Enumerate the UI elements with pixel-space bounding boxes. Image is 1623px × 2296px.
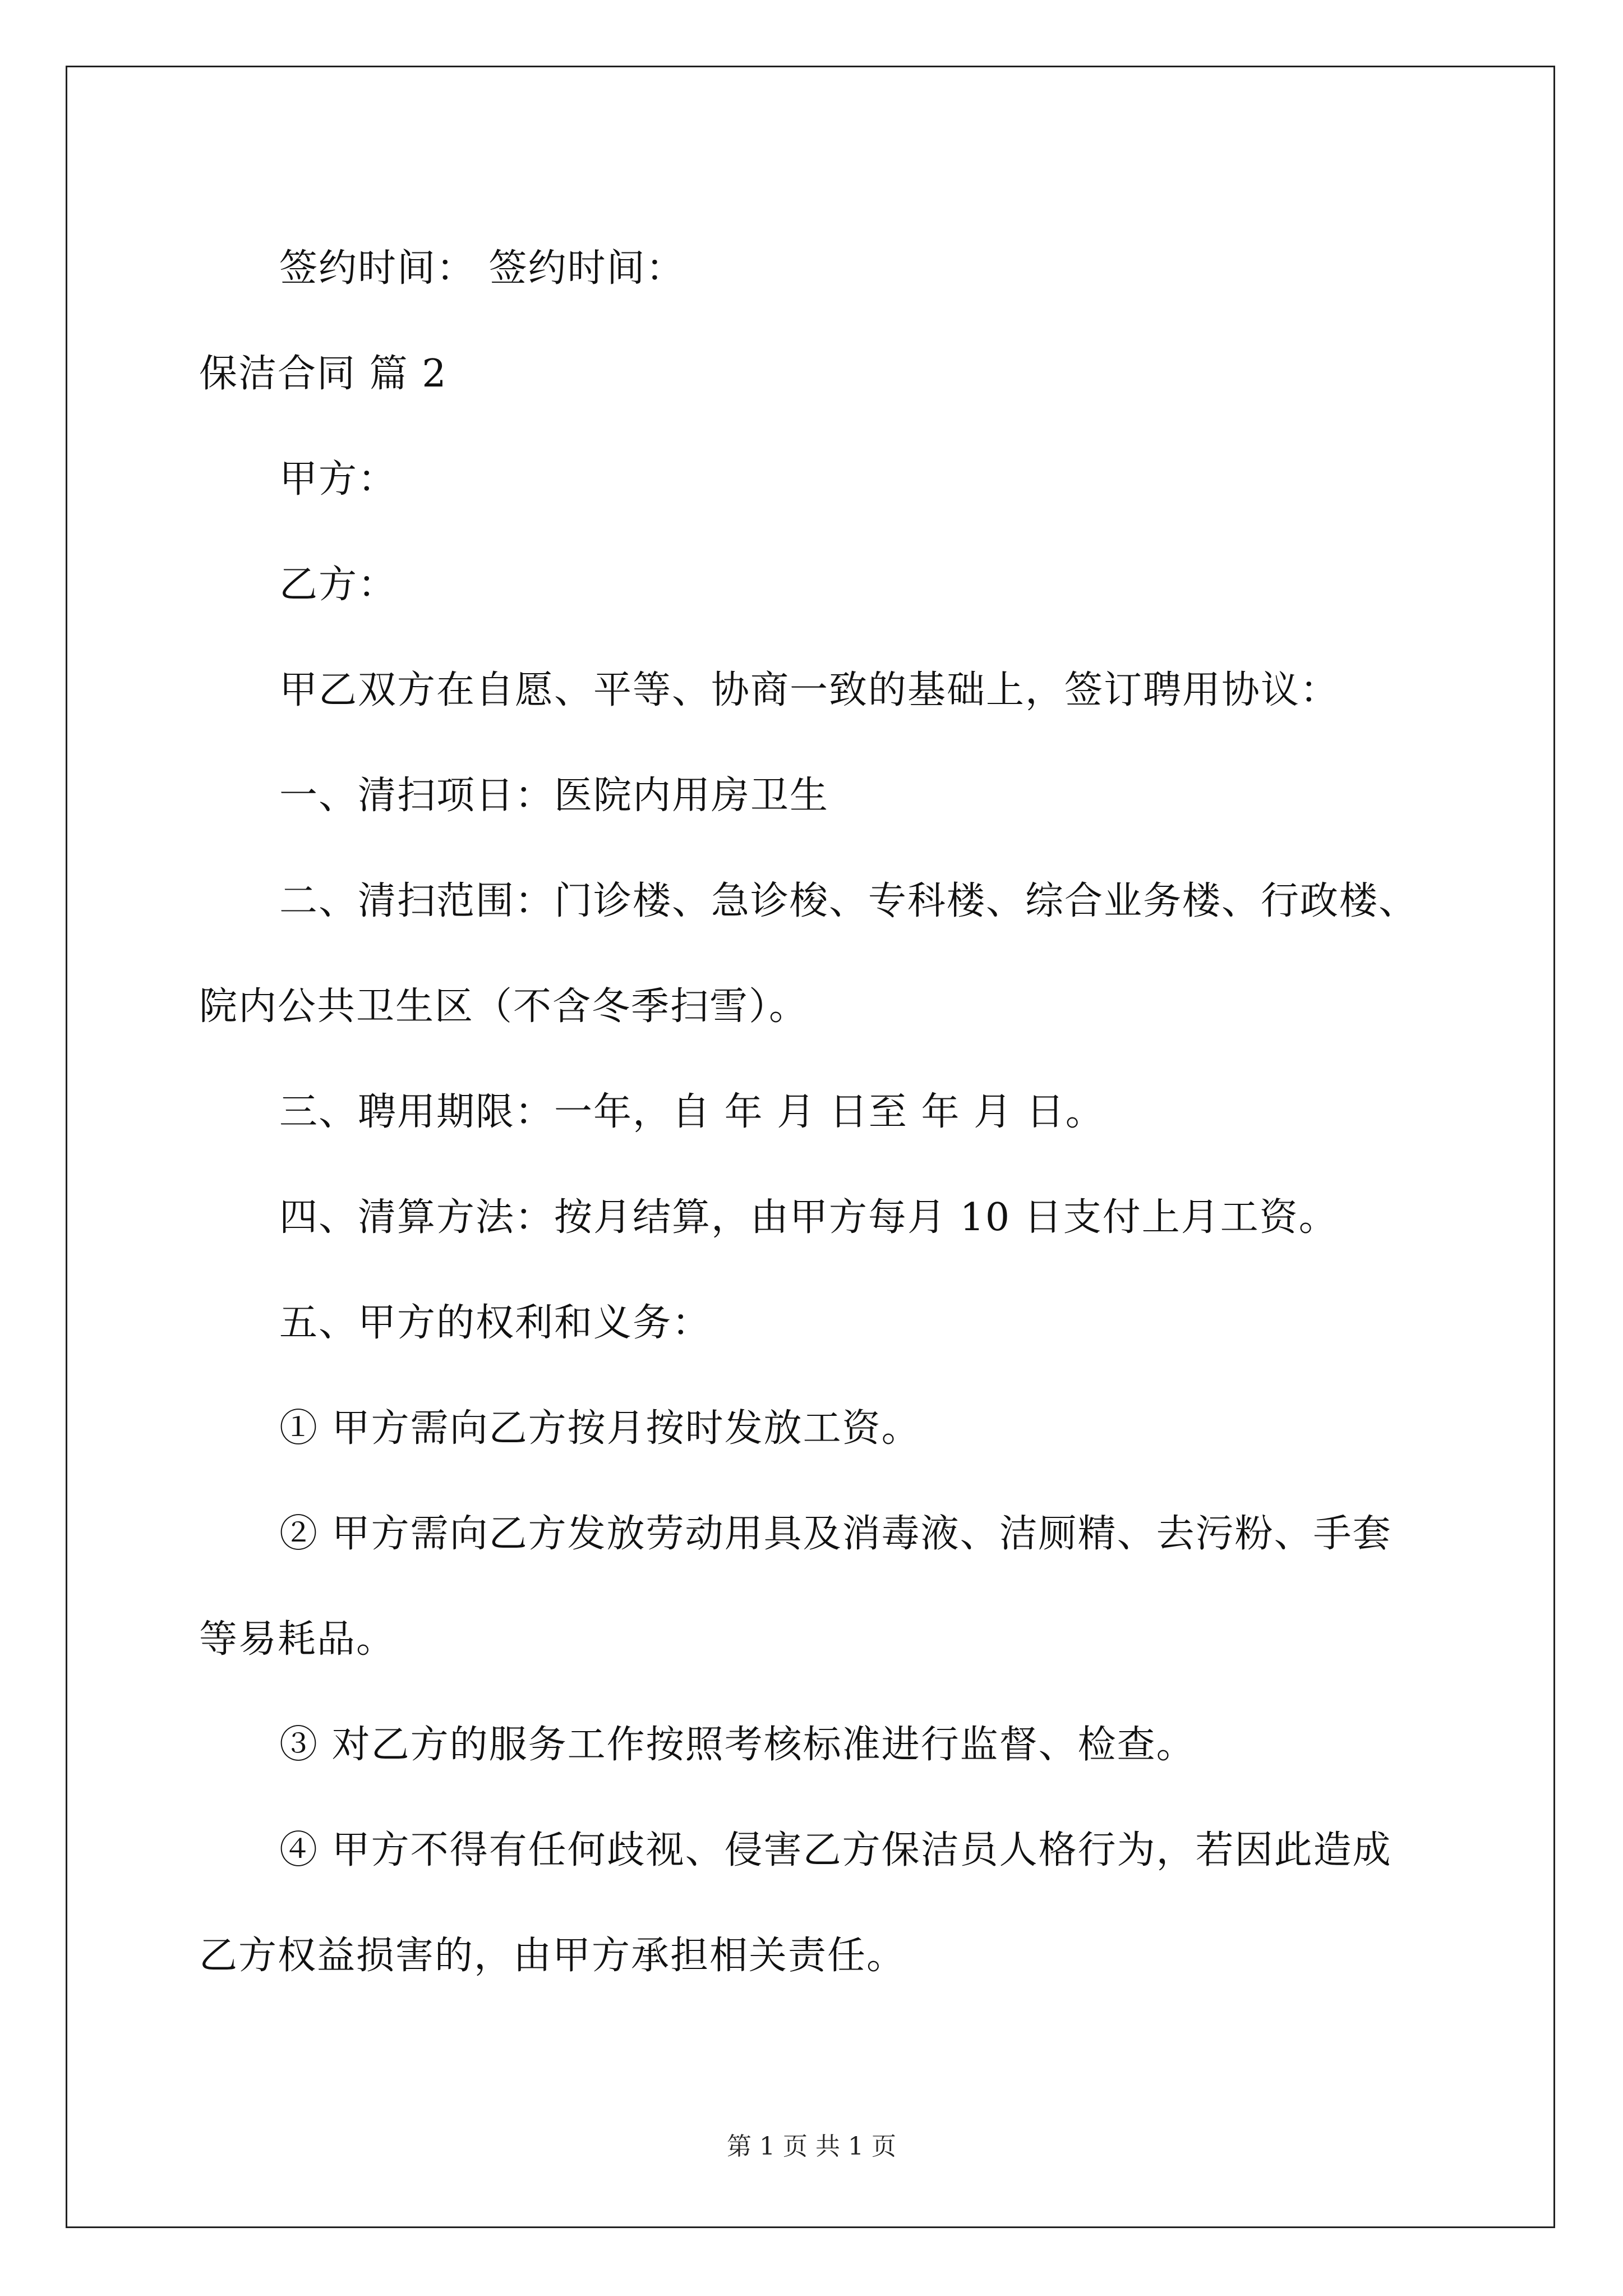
signing-time-line: 签约时间： 签约时间： — [279, 246, 685, 291]
party-b-line: 乙方： — [279, 563, 398, 607]
page-number-label: 第 1 页 共 1 页 — [727, 2132, 896, 2161]
clause-3: 三、聘用期限：一年，自 年 月 日至 年 月 日。 — [279, 1090, 1105, 1134]
list-item-3: ③ 对乙方的服务工作按照考核标准进行监督、检查。 — [279, 1723, 1196, 1767]
list-item-4-continued: 乙方权益损害的，由甲方承担相关责任。 — [199, 1934, 906, 1978]
section-heading: 保洁合同 篇 2 — [199, 352, 448, 396]
page-footer — [0, 2126, 1623, 2162]
list-item-2: ② 甲方需向乙方发放劳动用具及消毒液、洁厕精、去污粉、手套 — [279, 1512, 1392, 1556]
preamble-paragraph: 甲乙双方在自愿、平等、协商一致的基础上，签订聘用协议： — [279, 668, 1340, 712]
party-a-line: 甲方： — [279, 457, 398, 501]
list-item-1: ① 甲方需向乙方按月按时发放工资。 — [279, 1406, 921, 1451]
clause-1: 一、清扫项日：医院内用房卫生 — [279, 774, 829, 818]
clause-5-heading: 五、甲方的权利和义务： — [279, 1301, 712, 1345]
clause-2: 二、清扫范围：门诊楼、急诊梭、专科楼、综合业务楼、行政楼、 — [279, 879, 1418, 923]
list-item-4: ④ 甲方不得有任何歧视、侵害乙方保洁员人格行为，若因此造成 — [279, 1828, 1392, 1872]
clause-4: 四、清算方法：按月结算，由甲方每月 10 日支付上月工资。 — [279, 1195, 1338, 1240]
clause-2-continued: 院内公共卫生区（不含冬季扫雪）。 — [199, 984, 809, 1029]
list-item-2-continued: 等易耗品。 — [199, 1617, 396, 1662]
